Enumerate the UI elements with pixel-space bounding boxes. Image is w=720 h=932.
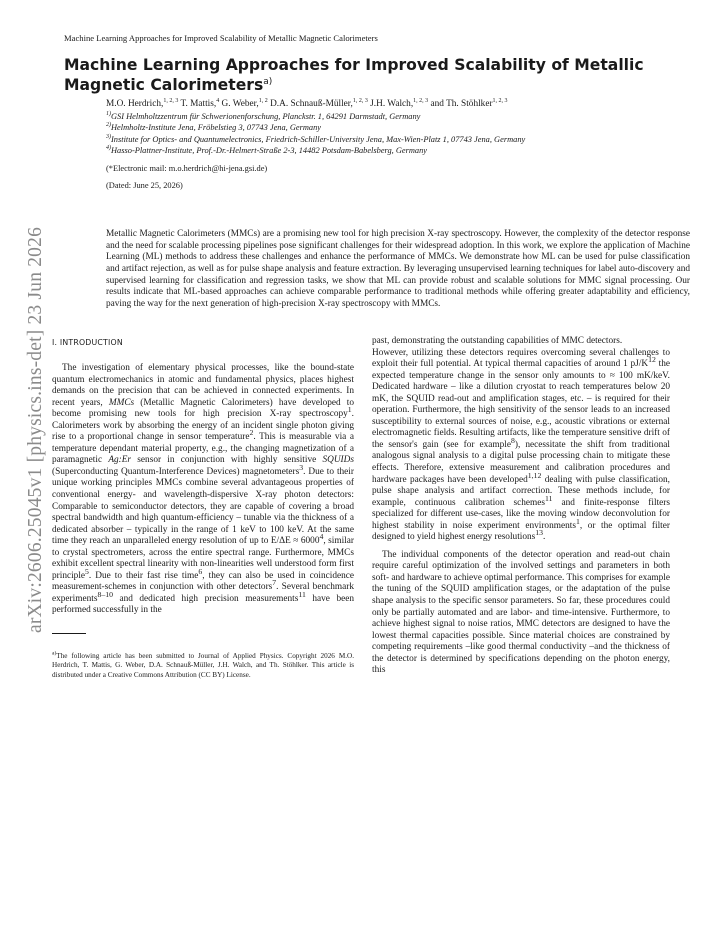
date-line: (Dated: June 25, 2026) <box>106 180 183 190</box>
section-heading: I. INTRODUCTION <box>52 338 123 347</box>
author-name: D.A. Schnauß-Müller, <box>270 99 353 109</box>
author-affiliation-ref: 1, 2, 3 <box>413 97 429 104</box>
citation-ref[interactable]: 8 <box>510 435 515 445</box>
affiliation: $^{3)}$Institute for Optics- and Quantumelectronics, Friedrich-Schiller-University Jena, Max-Wien-Platz 1, 07743 Jena, Germany <box>106 134 526 144</box>
citation-ref[interactable]: 7 <box>272 578 277 588</box>
affiliation: $^{2)}$Helmholtz-Institute Jena, Fröbelstieg 3, 07743 Jena, Germany <box>106 122 322 133</box>
corresponding-email[interactable]: (*Electronic mail: m.o.herdrich@hi-jena.gsi.de) <box>106 163 268 173</box>
author-list <box>106 98 696 110</box>
citation-ref[interactable]: 5 <box>85 566 89 576</box>
citation-ref[interactable]: 11 <box>545 493 553 503</box>
right-column <box>372 336 670 677</box>
author-name: and Th. Stöhlker <box>430 99 493 109</box>
paper-title: Machine Learning Approaches for Improved Scalability of Metallic Magnetic Calorimeters$^{a)}$ <box>64 56 644 94</box>
author-name: M.O. Herdrich, <box>106 99 164 109</box>
arxiv-stamp-text: arXiv:2606.25045v1 [physics.ins-det] 23 Jun 2026 <box>25 226 46 634</box>
title-footnote-marker: a) <box>263 76 273 87</box>
footnote-divider <box>52 633 86 634</box>
citation-ref[interactable]: 3 <box>299 462 304 472</box>
affiliation: $^{1)}$GSI Helmholtzzentrum für Schwerionenforschung, Planckstr. 1, 64291 Darmstadt, Germany <box>106 111 421 121</box>
author-name: T. Mattis, <box>180 99 217 109</box>
citation-ref[interactable]: 4 <box>319 532 324 542</box>
author-affiliation-ref: 1, 2, 3 <box>352 97 368 104</box>
left-column <box>52 336 354 680</box>
citation-ref[interactable]: 1 <box>575 516 580 526</box>
body-paragraph: The individual components of the detector operation and read-out chain require careful optimization of the involved settings and parameters in both soft- and hardware to achieve optimal performance. This comprises for example the tuning of the SQUID amplification stages, or the adaptation of the pulse shape analysis to the specific sensor parameters. So far, these procedures could only be partially automated and are labor- and time-intensive. Furthermore, to achieve highest signal to noise ratios, MMC detectors are designed to have the lowest thermal capacities possible. Since material choices are constrained by competing requirements –like good thermal conductivity –and the thickness of the detector is determined by specifications depending on the photon energy, this <box>372 549 670 676</box>
author-name: J.H. Walch, <box>370 99 414 109</box>
citation-ref[interactable]: 1 <box>347 405 352 415</box>
author-name: G. Weber, <box>221 99 259 109</box>
author-affiliation-ref: 1, 2, 3 <box>492 97 508 104</box>
running-head: Machine Learning Approaches for Improved Scalability of Metallic Magnetic Calorimeters <box>64 33 378 43</box>
body-paragraph: past, demonstrating the outstanding capabilities of MMC detectors. <box>372 336 623 346</box>
citation-ref[interactable]: 6 <box>198 566 203 576</box>
citation-ref[interactable]: 12 <box>648 355 656 364</box>
citation-ref[interactable]: 13 <box>535 528 544 538</box>
citation-ref[interactable]: 8–10 <box>97 589 113 599</box>
author-affiliation-ref: 1, 2 <box>258 97 268 104</box>
abstract: Metallic Magnetic Calorimeters (MMCs) are a promising new tool for high precision X-ray spectroscopy. However, the complexity of the detector response and the need for scalable processing pipelines pose significant challenges for their widespread adoption. In this work, we explore the application of Machine Learning (ML) methods to address these challenges and enhance the performance of MMCs. We demonstrate how ML can be used for pulse classification and artifact rejection, as well as for pulse shape analysis and feature extraction. By leveraging unsupervised learning techniques for label auto-discovery and supervised learning for classification and regression tasks, we show that ML can provide robust and scalable solutions for MMC signal processing. Our results indicate that ML-based approaches can achieve comparable performance to traditional methods while offering greater adaptability and efficiency, paving the way for the next generation of high-precision X-ray spectroscopy with MMCs. <box>106 229 690 309</box>
intro-paragraph: The investigation of elementary physical processes, like the bound-state quantum electromechanics in atomic and fundamental physics, places highest demands on the precision that can be achieved in connected experiments. In recent years, MMCs (Metallic Magnetic Calorimeters) have developed to become promising new tools for high precision X-ray spectroscopy$^1$. Calorimeters work by absorbing the energy of an incident single photon giving rise to a proportional change in sensor temperature$^2$. This is measurable via a temperature dependant material property, e.g., the changing magnetization of a paramagnetic Ag:Er sensor in conjunction with highly sensitive SQUIDs (Superconducting Quantum-Interference Devices) magnetometers$^3$. Due to their unique working principles MMCs combine several advantageous properties of conventional energy- and wavelength-dispersive X-ray photon detectors: Comparable to semiconductor detectors, they are capable of covering a broad spectral bandwidth and high quantum-efficiency – tunable via the thickness of a dedicated absorber – typically in the range of 1 keV to 100 keV. At the same time they reach an unparalleled energy resolution of up to $E/\Delta E \approx 6000^4$, similar to crystal spectrometers, across the entire spectral range. Furthermore, MMCs exhibit excellent spectral linearity with non-linearities well understood form first principle$^5$. Due to their fast rise time$^6$, they can also be used in coincidence measurement-schemes in conjunction with other detectors$^7$. Several benchmark experiments$^{8-10}$ and dedicated high precision measurements$^{11}$ have been performed successfully in the <box>52 363 355 616</box>
body-paragraph: However, utilizing these detectors requires overcoming several challenges to exploit their full potential. At typical thermal capacities of around 1 $pJ/K^{12}$ the expected temperature change in the sensor only amounts to ≈ 100 mK/keV. Dedicated hardware – like a dilution cryostat to reach temperatures below 20 mK, the SQUID read-out and amplification stages, etc. – is required for their operation. Furthermore, the high sensitivity of the sensor leads to an increased susceptibility to external sources of noise, e.g., acoustic vibrations or external electromagnetic fields. Resulting artifacts, like the temperature sensitive drift of the sensor's gain (see for example$^8$), necessitate the shift from traditional analogous signal analysis to a digital pulse processing chain to mitigate these effects. Therefore, extensive measurement and calibration procedures and hardware packages have been developed$^{1,12}$ dealing with pulse classification, pulse shape analysis and artifact correction. These methods include, for example, continuous calibration schemes$^{11}$ and finite-response filters specialized for different use-cases, like the moving window deconvolution for highest stability in noise experiment environments$^1$, or the optimal filter designed to yield highest energy resolutions$^{13}$. <box>372 347 670 543</box>
author-affiliation-ref: 4 <box>216 97 220 104</box>
affiliation: $^{4)}$Hasso-Plattner-Institute, Prof.-Dr.-Helmert-Straße 2-3, 14482 Potsdam-Babelsberg, Germany <box>106 145 428 156</box>
citation-ref[interactable]: 1,12 <box>527 470 542 480</box>
citation-ref[interactable]: 11 <box>298 589 306 599</box>
citation-ref[interactable]: 2 <box>249 428 254 438</box>
front-matter <box>106 98 696 191</box>
footnote: $^{a)}$The following article has been submitted to Journal of Applied Physics. Copyright 2026 M.O. Herdrich, T. Mattis, G. Weber, D.A. Schnauß-Müller, J.H. Walch, and Th. Stöhlker. This article is distributed under a Creative Commons Attribution (CC BY) License. <box>52 650 354 679</box>
author-affiliation-ref: 1, 2, 3 <box>163 97 179 104</box>
